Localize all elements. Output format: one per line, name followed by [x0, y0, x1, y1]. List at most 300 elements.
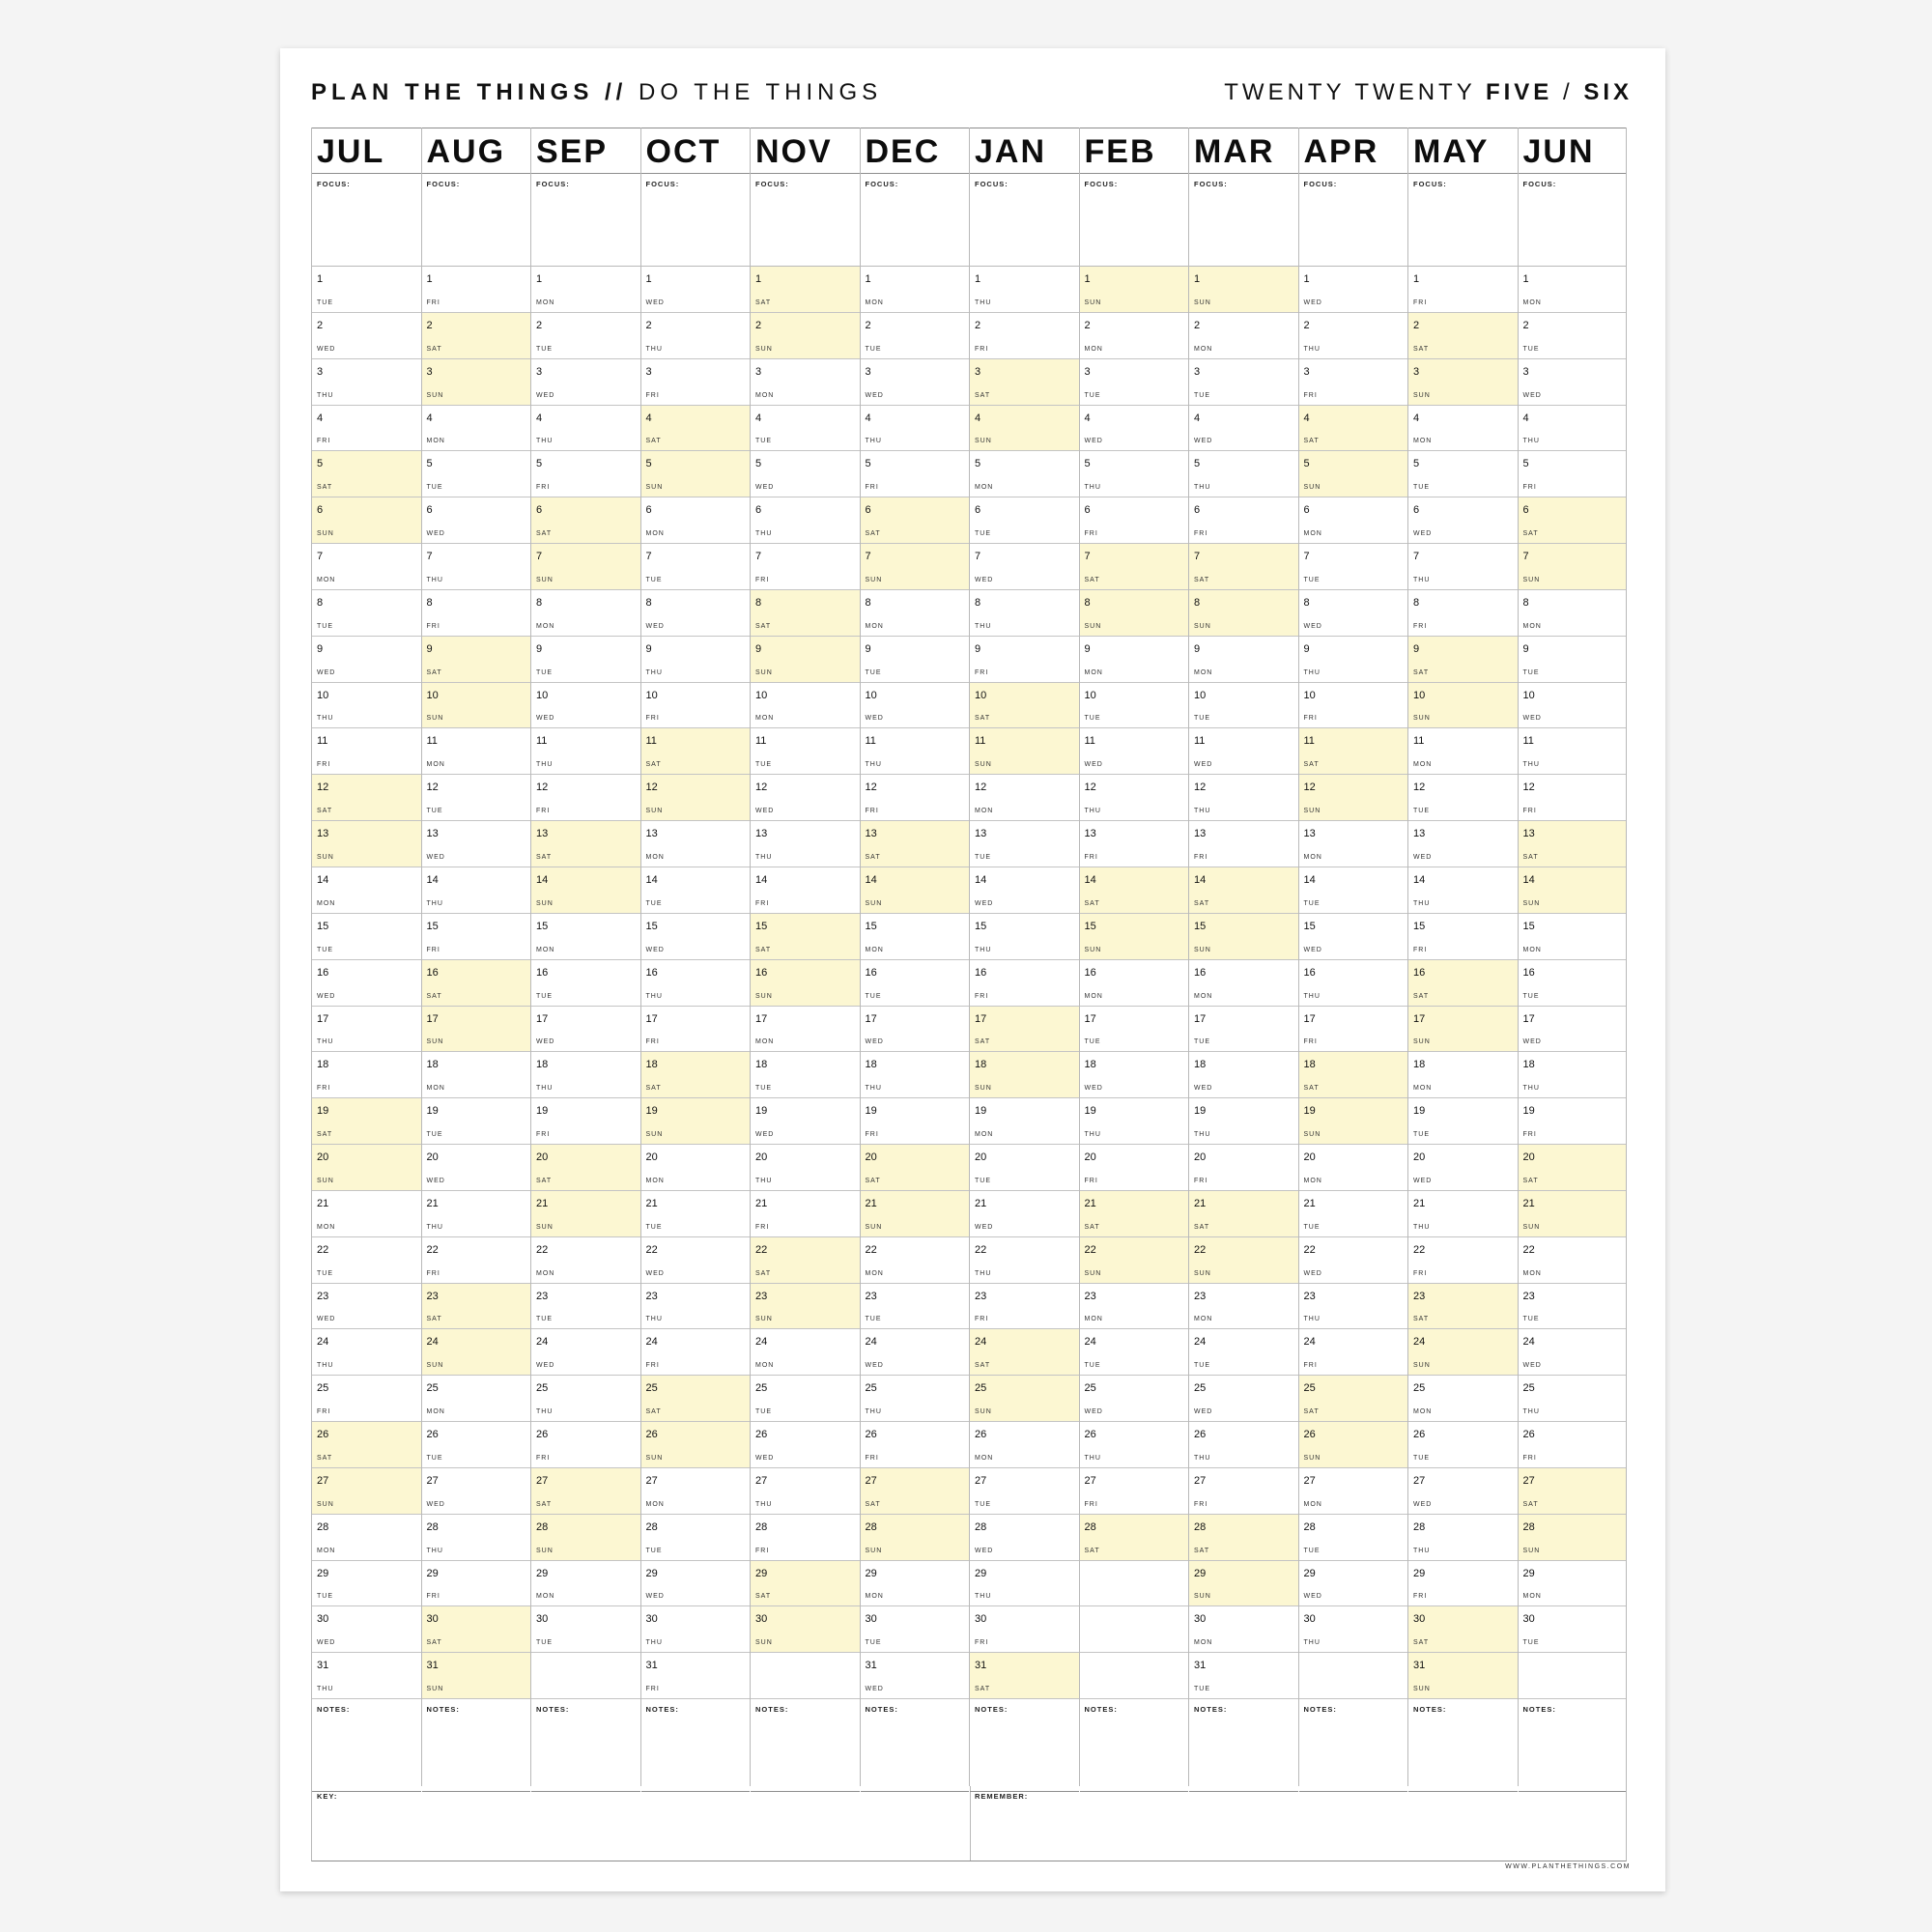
day-cell[interactable]: [1299, 497, 1408, 544]
day-cell[interactable]: [312, 451, 421, 497]
day-cell[interactable]: [861, 1145, 970, 1191]
day-cell[interactable]: [312, 1606, 421, 1653]
day-cell[interactable]: [1408, 406, 1518, 452]
day-cell[interactable]: [1408, 1052, 1518, 1098]
day-cell[interactable]: [1408, 1191, 1518, 1237]
day-cell[interactable]: [422, 1098, 531, 1145]
day-cell[interactable]: [861, 406, 970, 452]
day-cell[interactable]: [641, 1052, 751, 1098]
day-cell[interactable]: [641, 1422, 751, 1468]
day-cell[interactable]: [1408, 1376, 1518, 1422]
day-cell[interactable]: [1189, 1237, 1298, 1284]
day-cell[interactable]: [751, 1515, 860, 1561]
day-cell[interactable]: [751, 1145, 860, 1191]
day-cell[interactable]: [970, 1007, 1079, 1053]
day-cell[interactable]: [861, 497, 970, 544]
day-cell[interactable]: [1189, 1284, 1298, 1330]
day-cell[interactable]: [1299, 1284, 1408, 1330]
day-cell[interactable]: [751, 867, 860, 914]
day-cell[interactable]: [1080, 1329, 1189, 1376]
day-cell[interactable]: [1299, 406, 1408, 452]
day-cell[interactable]: [751, 1606, 860, 1653]
day-cell[interactable]: [422, 728, 531, 775]
day-cell[interactable]: [1299, 1422, 1408, 1468]
day-cell[interactable]: [970, 1653, 1079, 1699]
day-cell[interactable]: [1080, 1515, 1189, 1561]
day-cell[interactable]: [861, 1052, 970, 1098]
focus-box[interactable]: [751, 174, 860, 267]
day-cell[interactable]: [861, 1606, 970, 1653]
day-cell[interactable]: [970, 590, 1079, 637]
day-cell[interactable]: [751, 1561, 860, 1607]
day-cell[interactable]: [751, 406, 860, 452]
day-cell[interactable]: [970, 1284, 1079, 1330]
day-cell[interactable]: [1519, 544, 1627, 590]
day-cell[interactable]: [970, 406, 1079, 452]
day-cell[interactable]: [1080, 590, 1189, 637]
day-cell[interactable]: [1408, 1098, 1518, 1145]
day-cell[interactable]: [641, 544, 751, 590]
day-cell[interactable]: [531, 1145, 640, 1191]
day-cell[interactable]: [531, 1515, 640, 1561]
day-cell[interactable]: [641, 1145, 751, 1191]
day-cell[interactable]: [422, 590, 531, 637]
day-cell[interactable]: [1189, 1606, 1298, 1653]
day-cell[interactable]: [751, 359, 860, 406]
focus-box[interactable]: [970, 174, 1079, 267]
day-cell[interactable]: [1080, 1052, 1189, 1098]
day-cell[interactable]: [641, 1653, 751, 1699]
day-cell[interactable]: [422, 1145, 531, 1191]
day-cell[interactable]: [312, 590, 421, 637]
day-cell[interactable]: [861, 1376, 970, 1422]
day-cell[interactable]: [531, 544, 640, 590]
day-cell[interactable]: [861, 1422, 970, 1468]
day-cell[interactable]: [641, 728, 751, 775]
day-cell[interactable]: [1189, 1515, 1298, 1561]
day-cell[interactable]: [970, 1376, 1079, 1422]
day-cell[interactable]: [1080, 960, 1189, 1007]
day-cell[interactable]: [751, 775, 860, 821]
day-cell[interactable]: [312, 1515, 421, 1561]
day-cell[interactable]: [422, 914, 531, 960]
day-cell[interactable]: [1519, 867, 1627, 914]
notes-box[interactable]: [312, 1699, 421, 1792]
day-cell[interactable]: [970, 914, 1079, 960]
day-cell[interactable]: [312, 313, 421, 359]
day-cell[interactable]: [312, 1052, 421, 1098]
day-cell[interactable]: [1519, 1329, 1627, 1376]
day-cell[interactable]: [1299, 1007, 1408, 1053]
day-cell[interactable]: [1408, 1329, 1518, 1376]
day-cell[interactable]: [641, 1191, 751, 1237]
day-cell[interactable]: [1519, 683, 1627, 729]
day-cell[interactable]: [1189, 637, 1298, 683]
day-cell[interactable]: [1299, 1468, 1408, 1515]
day-cell[interactable]: [970, 728, 1079, 775]
day-cell[interactable]: [861, 1237, 970, 1284]
day-cell[interactable]: [970, 1098, 1079, 1145]
day-cell[interactable]: [1299, 728, 1408, 775]
day-cell[interactable]: [641, 867, 751, 914]
day-cell[interactable]: [970, 1561, 1079, 1607]
key-box[interactable]: [312, 1786, 971, 1861]
day-cell[interactable]: [1299, 821, 1408, 867]
day-cell[interactable]: [1519, 590, 1627, 637]
day-cell[interactable]: [641, 406, 751, 452]
day-cell[interactable]: [1189, 590, 1298, 637]
day-cell[interactable]: [1080, 1237, 1189, 1284]
day-cell[interactable]: [970, 1606, 1079, 1653]
day-cell[interactable]: [312, 637, 421, 683]
day-cell[interactable]: [1299, 1237, 1408, 1284]
day-cell[interactable]: [641, 637, 751, 683]
day-cell[interactable]: [1189, 1653, 1298, 1699]
day-cell[interactable]: [1080, 497, 1189, 544]
day-cell[interactable]: [1189, 359, 1298, 406]
day-cell[interactable]: [751, 544, 860, 590]
day-cell[interactable]: [531, 1606, 640, 1653]
day-cell[interactable]: [1189, 1468, 1298, 1515]
day-cell[interactable]: [531, 1422, 640, 1468]
day-cell[interactable]: [1519, 1515, 1627, 1561]
focus-box[interactable]: [1519, 174, 1627, 267]
day-cell[interactable]: [751, 1284, 860, 1330]
day-cell[interactable]: [312, 1422, 421, 1468]
day-cell[interactable]: [751, 1468, 860, 1515]
day-cell[interactable]: [970, 1515, 1079, 1561]
day-cell[interactable]: [861, 451, 970, 497]
day-cell[interactable]: [1408, 683, 1518, 729]
day-cell[interactable]: [312, 867, 421, 914]
day-cell[interactable]: [1080, 1284, 1189, 1330]
day-cell[interactable]: [1299, 1515, 1408, 1561]
day-cell[interactable]: [1189, 1007, 1298, 1053]
day-cell[interactable]: [422, 1422, 531, 1468]
day-cell[interactable]: [312, 1007, 421, 1053]
day-cell[interactable]: [312, 775, 421, 821]
day-cell[interactable]: [751, 1007, 860, 1053]
day-cell[interactable]: [1408, 1007, 1518, 1053]
day-cell[interactable]: [970, 313, 1079, 359]
notes-box[interactable]: [641, 1699, 751, 1792]
notes-box[interactable]: [1408, 1699, 1518, 1792]
day-cell[interactable]: [861, 1284, 970, 1330]
day-cell[interactable]: [1299, 267, 1408, 313]
day-cell[interactable]: [641, 590, 751, 637]
day-cell[interactable]: [1080, 637, 1189, 683]
day-cell[interactable]: [312, 1237, 421, 1284]
day-cell[interactable]: [1519, 775, 1627, 821]
day-cell[interactable]: [751, 1237, 860, 1284]
day-cell[interactable]: [861, 960, 970, 1007]
day-cell[interactable]: [861, 914, 970, 960]
day-cell[interactable]: [1408, 451, 1518, 497]
day-cell[interactable]: [1408, 775, 1518, 821]
day-cell[interactable]: [1189, 775, 1298, 821]
day-cell[interactable]: [1080, 728, 1189, 775]
day-cell[interactable]: [1408, 1653, 1518, 1699]
day-cell[interactable]: [531, 683, 640, 729]
day-cell[interactable]: [1080, 267, 1189, 313]
day-cell[interactable]: [1189, 1561, 1298, 1607]
focus-box[interactable]: [1408, 174, 1518, 267]
day-cell[interactable]: [312, 1145, 421, 1191]
day-cell[interactable]: [1080, 775, 1189, 821]
day-cell[interactable]: [531, 728, 640, 775]
day-cell[interactable]: [641, 960, 751, 1007]
day-cell[interactable]: [641, 821, 751, 867]
day-cell[interactable]: [641, 1561, 751, 1607]
day-cell[interactable]: [531, 775, 640, 821]
day-cell[interactable]: [312, 728, 421, 775]
day-cell[interactable]: [751, 960, 860, 1007]
day-cell[interactable]: [422, 313, 531, 359]
day-cell[interactable]: [641, 1329, 751, 1376]
day-cell[interactable]: [861, 1191, 970, 1237]
day-cell[interactable]: [422, 1561, 531, 1607]
day-cell[interactable]: [1299, 1561, 1408, 1607]
day-cell[interactable]: [531, 1329, 640, 1376]
day-cell[interactable]: [641, 451, 751, 497]
day-cell[interactable]: [861, 728, 970, 775]
day-cell[interactable]: [1519, 1422, 1627, 1468]
day-cell[interactable]: [1519, 728, 1627, 775]
day-cell[interactable]: [312, 1329, 421, 1376]
day-cell[interactable]: [641, 313, 751, 359]
day-cell[interactable]: [1519, 1098, 1627, 1145]
day-cell[interactable]: [422, 497, 531, 544]
day-cell[interactable]: [422, 1329, 531, 1376]
day-cell[interactable]: [1519, 960, 1627, 1007]
day-cell[interactable]: [751, 1052, 860, 1098]
day-cell[interactable]: [1519, 1191, 1627, 1237]
day-cell[interactable]: [641, 1515, 751, 1561]
day-cell[interactable]: [1080, 451, 1189, 497]
day-cell[interactable]: [312, 1284, 421, 1330]
day-cell[interactable]: [1299, 359, 1408, 406]
day-cell[interactable]: [531, 497, 640, 544]
day-cell[interactable]: [1519, 1237, 1627, 1284]
day-cell[interactable]: [641, 1376, 751, 1422]
day-cell[interactable]: [422, 1052, 531, 1098]
day-cell[interactable]: [641, 1606, 751, 1653]
day-cell[interactable]: [1299, 451, 1408, 497]
day-cell[interactable]: [1408, 313, 1518, 359]
day-cell[interactable]: [1189, 313, 1298, 359]
day-cell[interactable]: [312, 497, 421, 544]
focus-box[interactable]: [861, 174, 970, 267]
day-cell[interactable]: [422, 1191, 531, 1237]
day-cell[interactable]: [751, 451, 860, 497]
day-cell[interactable]: [970, 960, 1079, 1007]
day-cell[interactable]: [970, 1237, 1079, 1284]
day-cell[interactable]: [861, 1007, 970, 1053]
focus-box[interactable]: [312, 174, 421, 267]
day-cell[interactable]: [312, 544, 421, 590]
day-cell[interactable]: [1080, 1007, 1189, 1053]
day-cell[interactable]: [1189, 1422, 1298, 1468]
day-cell[interactable]: [751, 821, 860, 867]
day-cell[interactable]: [970, 451, 1079, 497]
day-cell[interactable]: [1299, 1376, 1408, 1422]
day-cell[interactable]: [1189, 1376, 1298, 1422]
day-cell[interactable]: [1408, 867, 1518, 914]
day-cell[interactable]: [970, 775, 1079, 821]
day-cell[interactable]: [861, 637, 970, 683]
day-cell[interactable]: [422, 867, 531, 914]
day-cell[interactable]: [312, 1376, 421, 1422]
notes-box[interactable]: [422, 1699, 531, 1792]
day-cell[interactable]: [1519, 267, 1627, 313]
day-cell[interactable]: [1080, 1145, 1189, 1191]
day-cell[interactable]: [970, 867, 1079, 914]
notes-box[interactable]: [970, 1699, 1079, 1792]
day-cell[interactable]: [422, 1007, 531, 1053]
focus-box[interactable]: [422, 174, 531, 267]
day-cell[interactable]: [1408, 497, 1518, 544]
day-cell[interactable]: [1519, 1468, 1627, 1515]
day-cell[interactable]: [641, 267, 751, 313]
day-cell[interactable]: [1299, 544, 1408, 590]
day-cell[interactable]: [1408, 1145, 1518, 1191]
day-cell[interactable]: [861, 544, 970, 590]
day-cell[interactable]: [751, 637, 860, 683]
day-cell[interactable]: [641, 683, 751, 729]
day-cell[interactable]: [861, 1468, 970, 1515]
day-cell[interactable]: [531, 406, 640, 452]
day-cell[interactable]: [1519, 406, 1627, 452]
day-cell[interactable]: [751, 914, 860, 960]
day-cell[interactable]: [312, 406, 421, 452]
day-cell[interactable]: [1299, 867, 1408, 914]
day-cell[interactable]: [970, 497, 1079, 544]
day-cell[interactable]: [970, 637, 1079, 683]
day-cell[interactable]: [1408, 1515, 1518, 1561]
day-cell[interactable]: [751, 267, 860, 313]
day-cell[interactable]: [641, 1468, 751, 1515]
day-cell[interactable]: [1080, 821, 1189, 867]
day-cell[interactable]: [422, 637, 531, 683]
notes-box[interactable]: [1299, 1699, 1408, 1792]
day-cell[interactable]: [1408, 914, 1518, 960]
day-cell[interactable]: [1408, 359, 1518, 406]
day-cell[interactable]: [312, 821, 421, 867]
day-cell[interactable]: [751, 1329, 860, 1376]
day-cell[interactable]: [1299, 775, 1408, 821]
day-cell[interactable]: [1080, 359, 1189, 406]
day-cell[interactable]: [1189, 451, 1298, 497]
day-cell[interactable]: [1189, 1329, 1298, 1376]
day-cell[interactable]: [970, 1052, 1079, 1098]
day-cell[interactable]: [1080, 1468, 1189, 1515]
day-cell[interactable]: [1299, 1329, 1408, 1376]
day-cell[interactable]: [1519, 313, 1627, 359]
day-cell[interactable]: [422, 821, 531, 867]
day-cell[interactable]: [1299, 914, 1408, 960]
day-cell[interactable]: [312, 914, 421, 960]
day-cell[interactable]: [1408, 821, 1518, 867]
day-cell[interactable]: [312, 267, 421, 313]
day-cell[interactable]: [1519, 1145, 1627, 1191]
day-cell[interactable]: [751, 497, 860, 544]
day-cell[interactable]: [422, 683, 531, 729]
day-cell[interactable]: [970, 267, 1079, 313]
notes-box[interactable]: [1189, 1699, 1298, 1792]
day-cell[interactable]: [861, 359, 970, 406]
day-cell[interactable]: [1299, 590, 1408, 637]
day-cell[interactable]: [312, 1098, 421, 1145]
day-cell[interactable]: [1519, 1007, 1627, 1053]
day-cell[interactable]: [312, 960, 421, 1007]
day-cell[interactable]: [1189, 544, 1298, 590]
day-cell[interactable]: [312, 1561, 421, 1607]
day-cell[interactable]: [1299, 1191, 1408, 1237]
day-cell[interactable]: [531, 1052, 640, 1098]
day-cell[interactable]: [1189, 960, 1298, 1007]
notes-box[interactable]: [531, 1699, 640, 1792]
notes-box[interactable]: [861, 1699, 970, 1792]
day-cell[interactable]: [1408, 1561, 1518, 1607]
day-cell[interactable]: [751, 728, 860, 775]
day-cell[interactable]: [312, 359, 421, 406]
day-cell[interactable]: [1408, 637, 1518, 683]
day-cell[interactable]: [641, 1237, 751, 1284]
day-cell[interactable]: [861, 1515, 970, 1561]
day-cell[interactable]: [422, 1284, 531, 1330]
day-cell[interactable]: [1189, 821, 1298, 867]
day-cell[interactable]: [1080, 1376, 1189, 1422]
day-cell[interactable]: [1189, 406, 1298, 452]
day-cell[interactable]: [861, 775, 970, 821]
day-cell[interactable]: [1519, 1052, 1627, 1098]
day-cell[interactable]: [1519, 1376, 1627, 1422]
day-cell[interactable]: [751, 1376, 860, 1422]
day-cell[interactable]: [1189, 1052, 1298, 1098]
day-cell[interactable]: [422, 544, 531, 590]
day-cell[interactable]: [1080, 1191, 1189, 1237]
day-cell[interactable]: [422, 960, 531, 1007]
focus-box[interactable]: [1299, 174, 1408, 267]
day-cell[interactable]: [1519, 1606, 1627, 1653]
day-cell[interactable]: [531, 1561, 640, 1607]
focus-box[interactable]: [1189, 174, 1298, 267]
day-cell[interactable]: [1519, 451, 1627, 497]
day-cell[interactable]: [531, 590, 640, 637]
day-cell[interactable]: [422, 1653, 531, 1699]
day-cell[interactable]: [751, 1098, 860, 1145]
notes-box[interactable]: [1080, 1699, 1189, 1792]
day-cell[interactable]: [641, 914, 751, 960]
day-cell[interactable]: [312, 1653, 421, 1699]
notes-box[interactable]: [1519, 1699, 1627, 1792]
day-cell[interactable]: [1519, 914, 1627, 960]
day-cell[interactable]: [1299, 683, 1408, 729]
day-cell[interactable]: [531, 1284, 640, 1330]
day-cell[interactable]: [1080, 867, 1189, 914]
day-cell[interactable]: [1080, 544, 1189, 590]
day-cell[interactable]: [861, 821, 970, 867]
remember-box[interactable]: [970, 1786, 1628, 1861]
day-cell[interactable]: [861, 313, 970, 359]
day-cell[interactable]: [1519, 1284, 1627, 1330]
day-cell[interactable]: [1080, 406, 1189, 452]
day-cell[interactable]: [970, 821, 1079, 867]
day-cell[interactable]: [751, 1191, 860, 1237]
day-cell[interactable]: [422, 406, 531, 452]
day-cell[interactable]: [531, 637, 640, 683]
day-cell[interactable]: [751, 590, 860, 637]
